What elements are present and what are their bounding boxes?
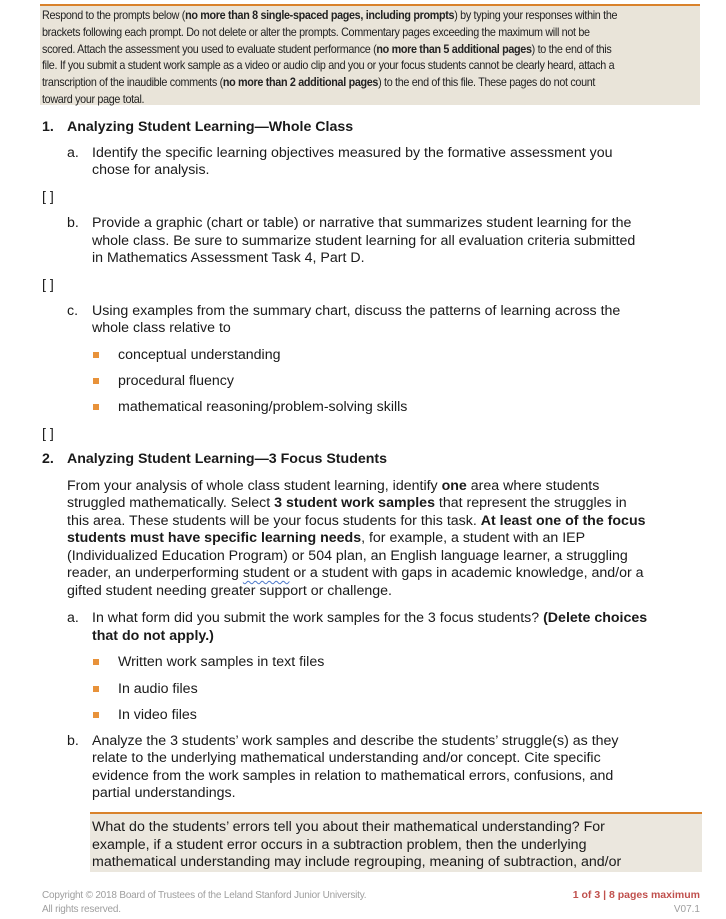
guidance-line: example, if a student error occurs in a subtraction problem, then the underlying: [92, 837, 587, 853]
bold-text: one: [441, 478, 467, 494]
response-bracket-1a[interactable]: [ ]: [42, 189, 54, 205]
prompt-2a-letter: a.: [67, 610, 79, 626]
footer-copyright: Copyright © 2018 Board of Trustees of the Leland Stanford Junior University.: [42, 890, 367, 901]
section-2-intro-line: [67, 495, 627, 513]
prompt-1c-letter: c.: [67, 303, 79, 319]
text-run: area where students: [466, 478, 600, 494]
section-2-intro-line: [67, 478, 599, 496]
prompt-1a-line: chose for analysis.: [92, 162, 210, 178]
text-run: In what form did you submit the work samples for the 3 focus students?: [92, 610, 544, 626]
text-run: this area. These students will be your focus students for this task.: [67, 513, 481, 529]
text-run: From your analysis of whole class student learning, identify: [67, 478, 442, 494]
bullet-square-icon: [93, 659, 99, 665]
text-run: transcription of the inaudible comments (: [42, 76, 223, 90]
text-run: ) by typing your responses within the: [454, 9, 618, 22]
section-2-title: Analyzing Student Learning—3 Focus Students: [67, 451, 388, 467]
text-run: (Individualized Education Program) or 504 plan, an English language learner, a struggling: [67, 548, 628, 564]
guidance-line: mathematical understanding may include regrouping, meaning of subtraction, and/or: [92, 854, 622, 870]
text-run: brackets following each prompt. Do not delete or alter the prompts. Commentary pages exceeding the maximum will not be: [42, 25, 590, 39]
text-run: reader, an underperforming: [67, 565, 243, 581]
prompt-2a-line: [92, 628, 214, 646]
section-1-number: 1.: [42, 119, 54, 135]
section-2-intro-line: [67, 565, 644, 583]
flagged-word: student: [242, 565, 290, 581]
text-run: gifted student needing greater support or challenge.: [67, 583, 392, 599]
text-run: scored. Attach the assessment you used to evaluate student performance (: [42, 42, 377, 56]
text-run: or a student with gaps in academic knowledge, and/or a: [289, 565, 644, 581]
bullet-square-icon: [93, 712, 99, 718]
text-run: Respond to the prompts below (: [42, 9, 186, 22]
prompt-1b-line: in Mathematics Assessment Task 4, Part D.: [92, 250, 365, 266]
bullet-square-icon: [93, 404, 99, 410]
bold-text: At least one of the focus: [480, 513, 646, 529]
prompt-2b-line: relate to the underlying mathematical understanding and/or concept. Cite specific: [92, 750, 601, 766]
prompt-1b-line: Provide a graphic (chart or table) or narrative that summarizes student learning for the: [92, 215, 632, 231]
text-run: , for example, a student with an IEP: [361, 530, 586, 546]
guidance-box: [90, 812, 702, 872]
prompt-1c-line: Using examples from the summary chart, discuss the patterns of learning across the: [92, 303, 621, 319]
bullet-square-icon: [93, 352, 99, 358]
prompt-2b-line: Analyze the 3 students’ work samples and describe the students’ struggle(s) as they: [92, 733, 619, 749]
prompt-1a-line: Identify the specific learning objectives measured by the formative assessment you: [92, 145, 613, 161]
footer-page-count: 1 of 3 | 8 pages maximum: [572, 889, 700, 901]
bullet-square-icon: [93, 378, 99, 384]
bold-text: no more than 2 additional pages: [222, 76, 379, 90]
section-2-number: 2.: [42, 451, 54, 467]
text-run: struggled mathematically. Select: [67, 495, 275, 511]
section-2-intro-line: [67, 530, 585, 548]
section-2-intro-line: [67, 583, 392, 601]
bullet-square-icon: [93, 686, 99, 692]
footer-rights: All rights reserved.: [42, 904, 121, 915]
bold-text: (Delete choices: [543, 610, 648, 626]
prompt-1b-letter: b.: [67, 215, 79, 231]
prompt-2b-letter: b.: [67, 733, 79, 749]
instructions-line: [42, 92, 652, 109]
bold-text: no more than 8 single-spaced pages, including prompts: [185, 9, 455, 22]
instructions-box: [40, 4, 700, 105]
text-run: ) to the end of this file. These pages do not count: [378, 76, 596, 90]
prompt-1c-line: whole class relative to: [92, 320, 231, 336]
prompt-2a-line: [92, 610, 647, 628]
bold-text: 3 student work samples: [274, 495, 435, 511]
bullet-item: mathematical reasoning/problem-solving skills: [118, 399, 408, 415]
prompt-2b-line: partial understandings.: [92, 785, 236, 801]
bold-text: that do not apply.): [92, 628, 214, 644]
section-2-intro-line: [67, 513, 646, 531]
guidance-line: What do the students’ errors tell you about their mathematical understanding? For: [92, 819, 605, 835]
prompt-1b-line: whole class. Be sure to summarize student learning for all evaluation criteria submitted: [92, 233, 636, 249]
text-run: that represent the struggles in: [434, 495, 627, 511]
bold-text: no more than 5 additional pages: [376, 42, 532, 56]
instructions-line: [42, 75, 652, 92]
response-bracket-1c[interactable]: [ ]: [42, 426, 54, 442]
bullet-item: In video files: [118, 707, 197, 723]
bullet-item: Written work samples in text files: [118, 654, 325, 670]
prompt-1a-letter: a.: [67, 145, 79, 161]
bullet-item: conceptual understanding: [118, 347, 281, 363]
section-2-intro-line: [67, 548, 628, 566]
bullet-item: procedural fluency: [118, 373, 234, 389]
bold-text: students must have specific learning needs: [67, 530, 362, 546]
text-run: file. If you submit a student work sample as a video or audio clip and you or your focus students cannot be clearly heard, attach a: [42, 59, 615, 73]
instructions-line: [42, 25, 652, 42]
section-1-title: Analyzing Student Learning—Whole Class: [67, 119, 354, 135]
text-run: ) to the end of this: [531, 42, 612, 56]
instructions-line: [42, 58, 652, 75]
footer-version: V07.1: [673, 904, 700, 915]
instructions-line: [42, 42, 652, 59]
text-run: toward your page total.: [42, 92, 145, 106]
instructions-line: [42, 8, 652, 25]
response-bracket-1b[interactable]: [ ]: [42, 277, 54, 293]
bullet-item: In audio files: [118, 681, 198, 697]
prompt-2b-line: evidence from the work samples in relation to mathematical errors, confusions, and: [92, 768, 614, 784]
